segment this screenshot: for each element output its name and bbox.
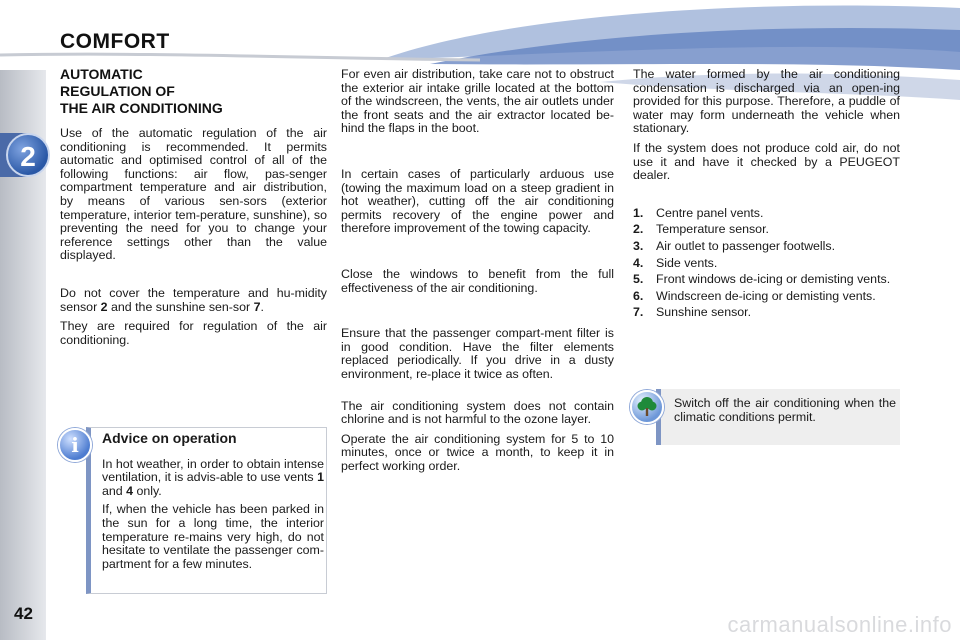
paragraph-automatic-regulation: Use of the automatic regulation of the air conditioning is recommended. It permits automatic and optimised control of all of the following functions: air flow, pas-senger compartment temperature and air distribution, by means of various sen-sors (exterior temperature, interior tem-perature, sunshine), so preventing the need for you to change your reference settings other than the value displayed.	[60, 126, 327, 263]
watermark: carmanualsonline.info	[727, 612, 952, 637]
info-icon: i	[58, 428, 92, 462]
sensor-ref: 7	[253, 299, 261, 314]
paragraph-sensor-required: They are required for regulation of the air conditioning.	[60, 319, 327, 347]
paragraph-sensor-warning	[60, 287, 327, 314]
list-item-text: Temperature sensor.	[656, 222, 769, 237]
environment-note-box	[656, 389, 900, 445]
sensor-ref: 2	[100, 299, 108, 314]
advice-paragraph-1	[102, 458, 324, 499]
paragraph-towing: In certain cases of particularly arduous use (towing the maximum load on a steep gradient in hot weather), cutting off the air conditioning permits recovery of the engine power and therefore improvement of the towing capacity.	[341, 166, 614, 236]
text: and	[102, 483, 127, 498]
text: and the sunshine sen-sor	[107, 299, 254, 314]
text: Do not cover the temperature and hu-midity sensor	[60, 285, 327, 314]
paragraph-even-distribution: For even air distribution, take care not to obstruct the exterior air intake grille located at the bottom of the windscreen, the vents, the air outlets under the front seats and the air extractor located be-hind the flaps in the boot.	[341, 67, 614, 136]
advice-box	[86, 427, 327, 594]
text: In hot weather, in order to obtain intense ventilation, it is advis-able to use vents	[102, 456, 324, 485]
list-item-text: Front windows de-icing or demisting vents.	[656, 272, 891, 287]
column-right	[633, 68, 900, 323]
list-item-number: 2.	[633, 222, 644, 237]
list-item	[633, 240, 900, 254]
chapter-number-badge: 2	[6, 133, 50, 177]
column-middle	[341, 68, 614, 479]
tree-environment-icon	[630, 390, 664, 424]
list-item	[633, 290, 900, 304]
paragraph-close-windows: Close the windows to benefit from the full effectiveness of the air conditioning.	[341, 266, 614, 295]
page-title: COMFORT	[60, 30, 170, 53]
list-item-number: 3.	[633, 238, 644, 253]
paragraph-no-cold-air: If the system does not produce cold air, do not use it and have it checked by a PEUGEOT dealer.	[633, 140, 900, 183]
list-item-text: Centre panel vents.	[656, 205, 764, 220]
paragraph-operate-monthly: Operate the air conditioning system for 5 to 10 minutes, once or twice a month, to keep it in perfect working order.	[341, 431, 614, 473]
list-item-number: 7.	[633, 305, 644, 320]
vent-ref: 1	[317, 470, 324, 485]
list-item	[633, 306, 900, 320]
paragraph-ozone: The air conditioning system does not contain chlorine and is not harmful to the ozone layer.	[341, 398, 614, 427]
paragraph-cabin-filter: Ensure that the passenger compart-ment filter is in good condition. Have the filter elements replaced periodically. If you drive in a dusty environment, re-place it twice as often.	[341, 326, 614, 381]
paragraph-condensation: The water formed by the air conditioning condensation is discharged via an open-ing provided for this purpose. Therefore, a puddle of water may form underneath the vehicle when stationary.	[633, 67, 900, 136]
section-title	[60, 66, 327, 117]
list-item-number: 1.	[633, 205, 644, 220]
list-item	[633, 207, 900, 221]
vent-ref: 4	[126, 483, 134, 498]
list-item-text: Side vents.	[656, 255, 718, 270]
list-item	[633, 273, 900, 287]
list-item	[633, 257, 900, 271]
list-item-text: Windscreen de-icing or demisting vents.	[656, 288, 876, 303]
list-item-text: Sunshine sensor.	[656, 305, 752, 320]
legend-list	[633, 207, 900, 320]
list-item-number: 6.	[633, 288, 644, 303]
list-item-text: Air outlet to passenger footwells.	[656, 238, 836, 253]
text: only.	[133, 483, 162, 498]
section-title-line-2: REGULATION OF	[60, 83, 175, 99]
page-number: 42	[14, 604, 33, 623]
advice-title: Advice on operation	[102, 430, 237, 446]
section-title-line-1: AUTOMATIC	[60, 66, 143, 82]
section-title-line-3: THE AIR CONDITIONING	[60, 100, 223, 116]
advice-paragraph-2: If, when the vehicle has been parked in the sun for a long time, the interior temperature re-mains very high, do not hesitate to ventilate the passenger com-partment for a few minutes.	[102, 502, 324, 571]
column-left	[60, 66, 327, 353]
text: .	[260, 299, 264, 314]
list-item-number: 4.	[633, 255, 644, 270]
list-item-number: 5.	[633, 272, 644, 287]
list-item	[633, 223, 900, 237]
environment-note-text: Switch off the air conditioning when the climatic conditions permit.	[674, 396, 896, 424]
